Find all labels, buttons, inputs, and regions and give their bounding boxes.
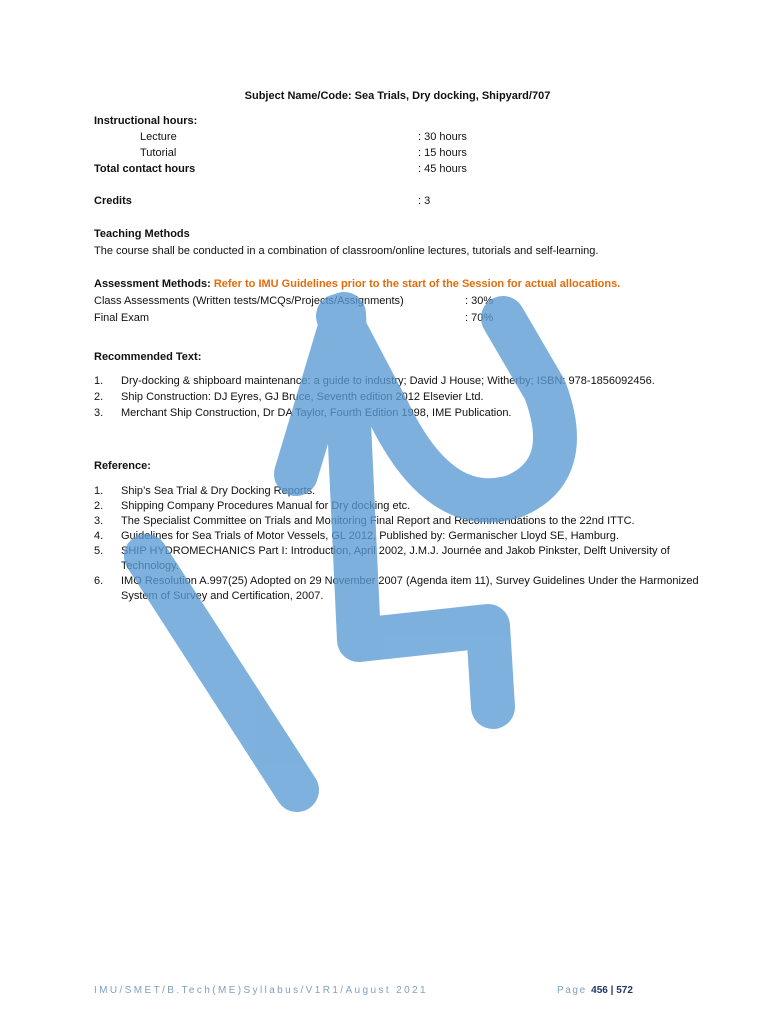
credits-value: : 3	[418, 195, 431, 207]
credits-label: Credits	[94, 195, 132, 207]
tutorial-label: Tutorial	[140, 147, 177, 159]
list-number: 3.	[94, 407, 104, 419]
lecture-label: Lecture	[140, 131, 177, 143]
list-item	[94, 389, 714, 405]
reference-list	[94, 484, 714, 604]
lecture-value: : 30 hours	[418, 131, 467, 143]
final-exam-value: : 70%	[465, 312, 494, 324]
list-number: 1.	[94, 485, 104, 497]
list-number: 2.	[94, 500, 104, 512]
list-item	[94, 544, 714, 574]
list-text: IMO Resolution A.997(25) Adopted on 29 November 2007 (Agenda item 11), Survey Guidelines Under the Harmonized System of Survey and Certification, 2007.	[121, 575, 699, 602]
recommended-text-list	[94, 373, 714, 421]
list-number: 5.	[94, 545, 104, 557]
total-hours-value: : 45 hours	[418, 163, 467, 175]
assessment-methods-line	[94, 276, 620, 292]
recommended-text-heading: Recommended Text:	[94, 351, 202, 363]
list-text: Merchant Ship Construction, Dr DA Taylor, Fourth Edition 1998, IME Publication.	[121, 407, 512, 419]
teaching-methods-text: The course shall be conducted in a combination of classroom/online lectures, tutorials and self-learning.	[94, 245, 599, 257]
list-number: 4.	[94, 530, 104, 542]
list-text: SHIP HYDROMECHANICS Part I: Introduction, April 2002, J.M.J. Journée and Jakob Pinkster, Delft University of Technology.	[121, 545, 670, 572]
subject-title: Subject Name/Code: Sea Trials, Dry docking, Shipyard/707	[244, 90, 551, 102]
list-item	[94, 484, 714, 499]
list-number: 2.	[94, 391, 104, 403]
list-text: Guidelines for Sea Trials of Motor Vessels, GL 2012, Published by: Germanischer Lloyd SE, Hamburg.	[121, 530, 619, 542]
reference-heading: Reference:	[94, 460, 151, 472]
list-text: Shipping Company Procedures Manual for Dry docking etc.	[121, 500, 411, 512]
list-item	[94, 574, 714, 604]
list-text: Ship’s Sea Trial & Dry Docking Reports.	[121, 485, 316, 497]
class-assessment-label: Class Assessments (Written tests/MCQs/Projects/Assignments)	[94, 295, 404, 307]
list-item	[94, 514, 714, 529]
assessment-methods-heading: Assessment Methods:	[94, 278, 211, 290]
list-item	[94, 405, 714, 421]
total-hours-label: Total contact hours	[94, 163, 196, 175]
list-number: 3.	[94, 515, 104, 527]
footer-page-number	[557, 983, 633, 999]
list-number: 6.	[94, 575, 104, 587]
footer-document-code: IMU/SMET/B.Tech(ME)Syllabus/V1R1/August 2021	[94, 985, 429, 996]
footer-page-count: 456 | 572	[591, 985, 633, 996]
footer-page-word: Page	[557, 985, 587, 996]
list-item	[94, 499, 714, 514]
class-assessment-value: : 30%	[465, 295, 494, 307]
list-text: Ship Construction: DJ Eyres, GJ Bruce, Seventh edition 2012 Elsevier Ltd.	[121, 391, 484, 403]
list-item	[94, 373, 714, 389]
list-number: 1.	[94, 375, 104, 387]
list-text: Dry-docking & shipboard maintenance: a guide to industry; David J House; Witherby; ISBN: 978-1856092456.	[121, 375, 655, 387]
tutorial-value: : 15 hours	[418, 147, 467, 159]
teaching-methods-heading: Teaching Methods	[94, 228, 190, 240]
list-text: The Specialist Committee on Trials and Monitoring Final Report and Recommendations to the 22nd ITTC.	[121, 515, 635, 527]
assessment-methods-note: Refer to IMU Guidelines prior to the start of the Session for actual allocations.	[213, 278, 621, 290]
list-item	[94, 529, 714, 544]
final-exam-label: Final Exam	[94, 312, 150, 324]
instructional-hours-heading: Instructional hours:	[94, 115, 198, 127]
